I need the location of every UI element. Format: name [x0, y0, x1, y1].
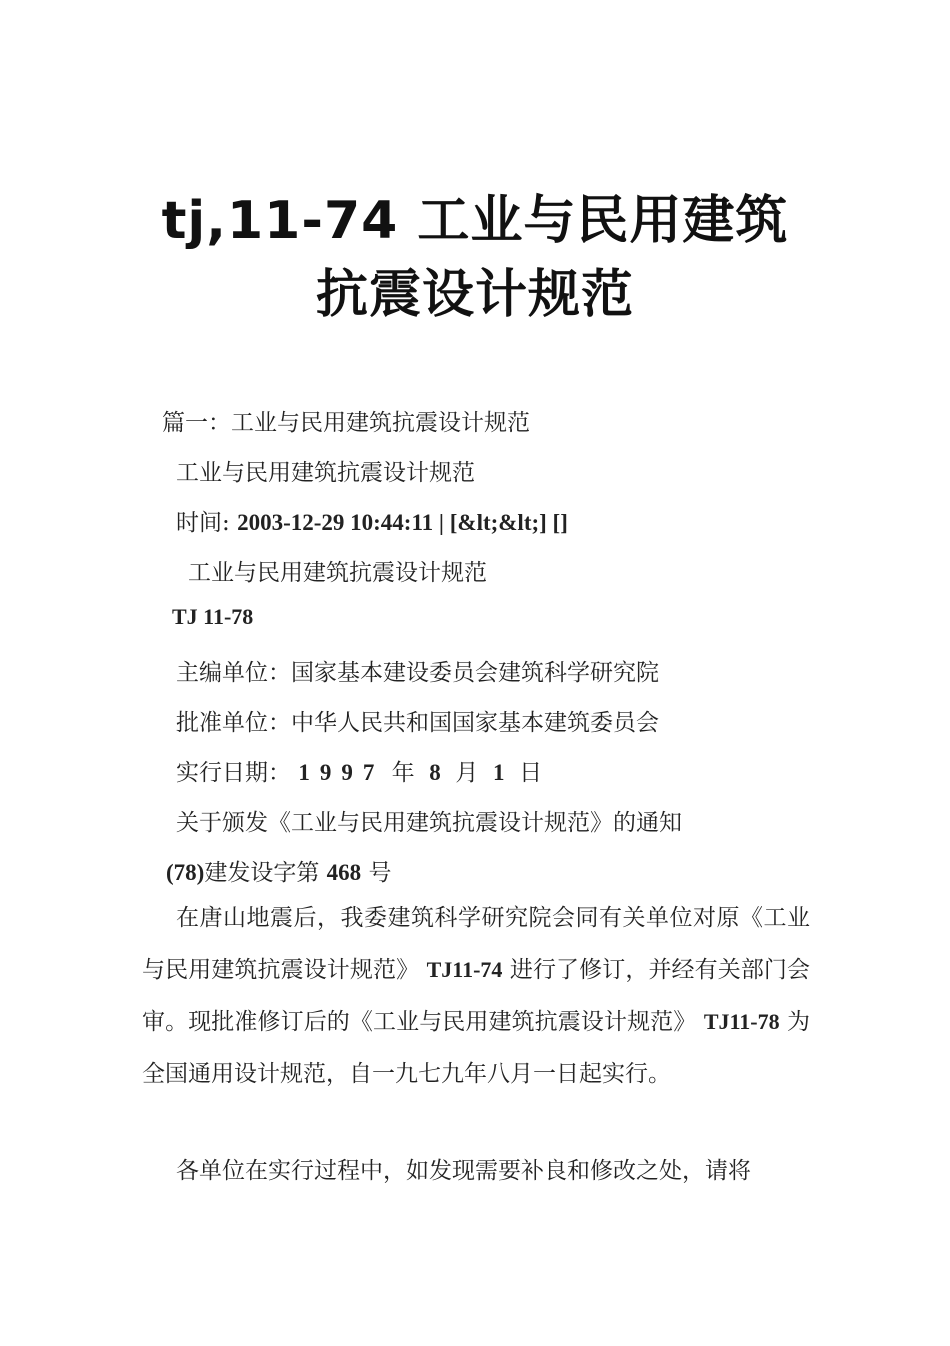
paragraph-1-text-b: 进行了修订，并经有关部门会审。现批准修订后的《工业与民用建筑抗震设计规范》 — [142, 957, 811, 1035]
document-title-line-2: 抗震设计规范 — [315, 265, 634, 325]
doc-number-prefix: (78) — [166, 860, 205, 885]
effective-year: 1997 — [298, 760, 385, 785]
doc-number-mid: 建发设字第 — [204, 860, 320, 886]
doc-number-num: 468 — [326, 860, 362, 885]
notice-paragraph-2: 各单位在实行过程中，如发现需要补良和修改之处，请将 — [176, 1158, 751, 1184]
paragraph-1-code-2: TJ11-78 — [703, 1009, 780, 1034]
document-title-line-1: tj,11-74 工业与民用建筑 — [161, 191, 789, 251]
time-label: 时间: — [176, 510, 230, 536]
effective-day: 1 — [493, 760, 505, 785]
effective-month-unit: 月 — [455, 760, 479, 786]
paragraph-1-text-c: 为全国通用设计规范，自一九七九年八月一日起实行。 — [142, 1009, 811, 1087]
standard-code: TJ 11-78 — [172, 604, 254, 629]
subtitle-line: 工业与民用建筑抗震设计规范 — [176, 460, 475, 486]
document-number-line — [166, 854, 391, 887]
paragraph-1-text-a: 在唐山地震后，我委建筑科学研究院会同有关单位对原《工业与民用建筑抗震设计规范》 — [142, 905, 810, 983]
effective-year-unit: 年 — [391, 760, 415, 786]
effective-date-line — [176, 754, 542, 787]
effective-month: 8 — [429, 760, 441, 785]
time-line — [176, 504, 568, 537]
chapter-heading: 篇一：工业与民用建筑抗震设计规范 — [162, 410, 530, 436]
doc-number-suffix: 号 — [368, 860, 392, 886]
effective-label: 实行日期： — [176, 760, 291, 786]
repeat-title-line: 工业与民用建筑抗震设计规范 — [188, 560, 487, 586]
approver-line: 批准单位：中华人民共和国国家基本建筑委员会 — [176, 710, 659, 736]
time-value: 2003-12-29 10:44:11 | [&lt;&lt;] [] — [237, 510, 568, 535]
notice-paragraph-1 — [142, 892, 810, 1100]
effective-day-unit: 日 — [519, 760, 543, 786]
editor-line: 主编单位：国家基本建设委员会建筑科学研究院 — [176, 660, 659, 686]
paragraph-1-code-1: TJ11-74 — [426, 957, 503, 982]
notice-title: 关于颁发《工业与民用建筑抗震设计规范》的通知 — [176, 810, 682, 836]
